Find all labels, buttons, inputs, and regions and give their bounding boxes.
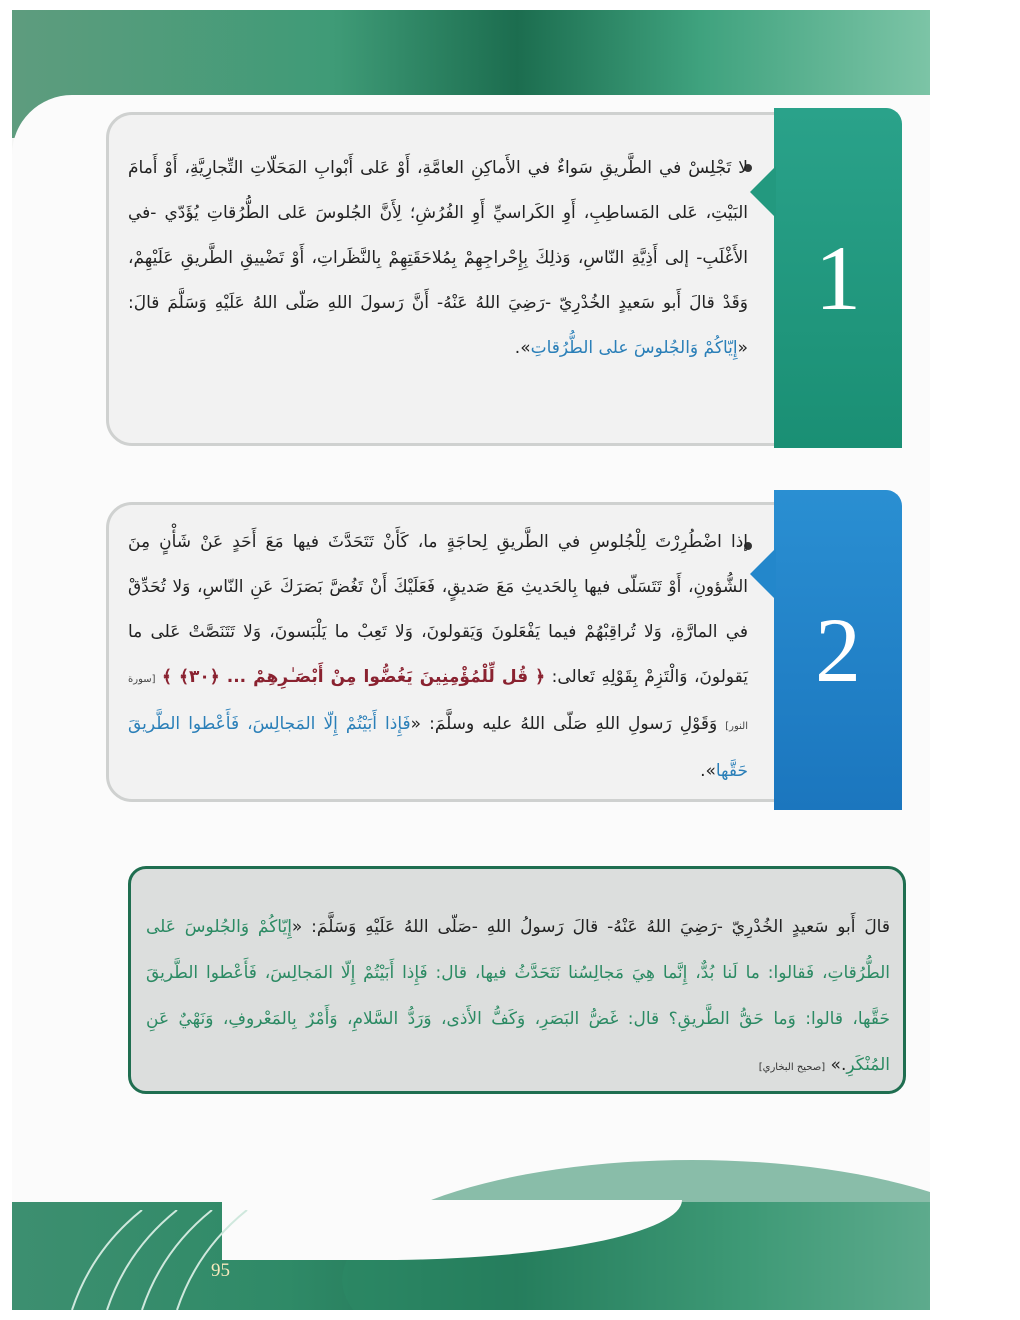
hadith-text xyxy=(146,904,890,1091)
hadith-closing: .» xyxy=(830,1055,847,1075)
tip-text-1 xyxy=(128,146,748,371)
tip-number-1 xyxy=(774,108,902,448)
tip-1-body: لا تَجْلِسْ في الطَّريقِ سَواءٌ في الأَماكِنِ العامَّةِ، أَوْ عَلى أَبْوابِ المَحَلّاتِ التِّجارِيَّةِ، أَوْ أَمامَ البَيْتِ، عَلى المَساطِبِ، أَوِ الكَراسيِّ أَوِ الفُرُشِ؛ لِأَنَّ الجُلوسَ عَلى الطُّرُقاتِ يُؤَدّي -في الأَغْلَبِ- إلى أَذِيَّةِ النّاسِ، وَذلِكَ بِإِحْراجِهِمْ بِمُلاحَقَتِهِمْ بِالنَّظَراتِ، أَوْ تَضْييقِ الطَّريقِ عَلَيْهِمْ، وَقَدْ قالَ أَبو سَعيدٍ الخُدْرِيّ -رَضِيَ اللهُ عَنْهُ- أَنَّ رَسولَ اللهِ صَلّى اللهُ عَلَيْهِ وَسَلَّمَ قالَ: « xyxy=(128,158,748,358)
tip-1-closing: ». xyxy=(514,338,531,358)
hadith-content: إِيّاكُمْ وَالجُلوسَ عَلى الطُّرُقاتِ، فَقالوا: ما لَنا بُدٌّ، إِنَّما هِيَ مَجالِسُنا نَتَحَدَّثُ فيها، قال: فَإِذا أَبَيْتُمْ إِلّا المَجالِسَ، فَأَعْطوا الطَّريقَ حَقَّها، قالوا: وَما حَقُّ الطَّريقِ؟ قال: غَضُّ البَصَرِ، وَكَفُّ الأَذى، وَرَدُّ السَّلامِ، وَأَمْرٌ بِالمَعْروفِ، وَنَهْيٌ عَنِ المُنْكَرِ xyxy=(146,917,890,1075)
tip-2-quran-reference: [سورة النور] xyxy=(128,674,748,732)
tip-2-closing: ». xyxy=(700,761,716,781)
tip-tab-notch-1 xyxy=(750,166,776,218)
tip-2-body: إذا اضْطُرِرْتَ لِلْجُلوسِ في الطَّريقِ لِحاجَةٍ ما، كَأَنْ تَتَحَدَّثَ فيها مَعَ أَحَدٍ عَنْ شَأْنٍ مِنَ الشُّؤونِ، أَوْ تَتَسَلّى فيها بِالحَديثِ مَعَ صَديقٍ، فَعَلَيْكَ أَنْ تَغُضَّ بَصَرَكَ عَنِ النّاسِ، وَلا تُحَدِّقْ في المارَّةِ، وَلا تُراقِبْهُمْ فيما يَفْعَلونَ وَيَقولونَ، وَلا تَعِبْ ما يَلْبَسونَ، وَلا تَتَنَصَّتْ عَلى ما يَقولونَ، وَالْتَزِمْ بِقَوْلِهِ تَعالى: xyxy=(128,532,748,687)
decorative-lines-icon xyxy=(52,1210,312,1310)
hadith-source: [صحيح البخاري] xyxy=(758,1062,826,1073)
tip-tab-notch-2 xyxy=(750,548,776,600)
tip-number-1-label: 1 xyxy=(815,227,861,329)
tip-2-hadith: فَإِذا أَبَيْتُمْ إِلّا المَجالِسَ، فَأَعْطوا الطَّريقَ حَقَّها xyxy=(128,714,748,781)
hadith-intro: قالَ أَبو سَعيدٍ الخُدْرِيّ -رَضِيَ اللهُ عَنْهُ- قالَ رَسولُ اللهِ -صَلّى اللهُ عَلَيْهِ وَسَلَّمَ: « xyxy=(291,917,890,937)
tip-number-2 xyxy=(774,490,902,810)
tip-1-hadith: إِيّاكُمْ وَالجُلوسَ على الطُّرُقاتِ xyxy=(530,338,738,358)
tip-text-2 xyxy=(128,520,748,794)
page-number: 95 xyxy=(211,1260,230,1281)
tip-number-2-label: 2 xyxy=(815,599,861,701)
tip-2-body-2: وَقَوْلِ رَسولِ اللهِ صَلّى اللهُ عليه وسلَّمَ: « xyxy=(410,714,718,734)
tip-2-quran-verse: ﴿ قُل لِّلْمُؤْمِنِينَ يَغُضُّوا مِنْ أَبْصَـٰرِهِمْ ... ﴿٣٠﴾ ﴾ xyxy=(162,667,546,687)
